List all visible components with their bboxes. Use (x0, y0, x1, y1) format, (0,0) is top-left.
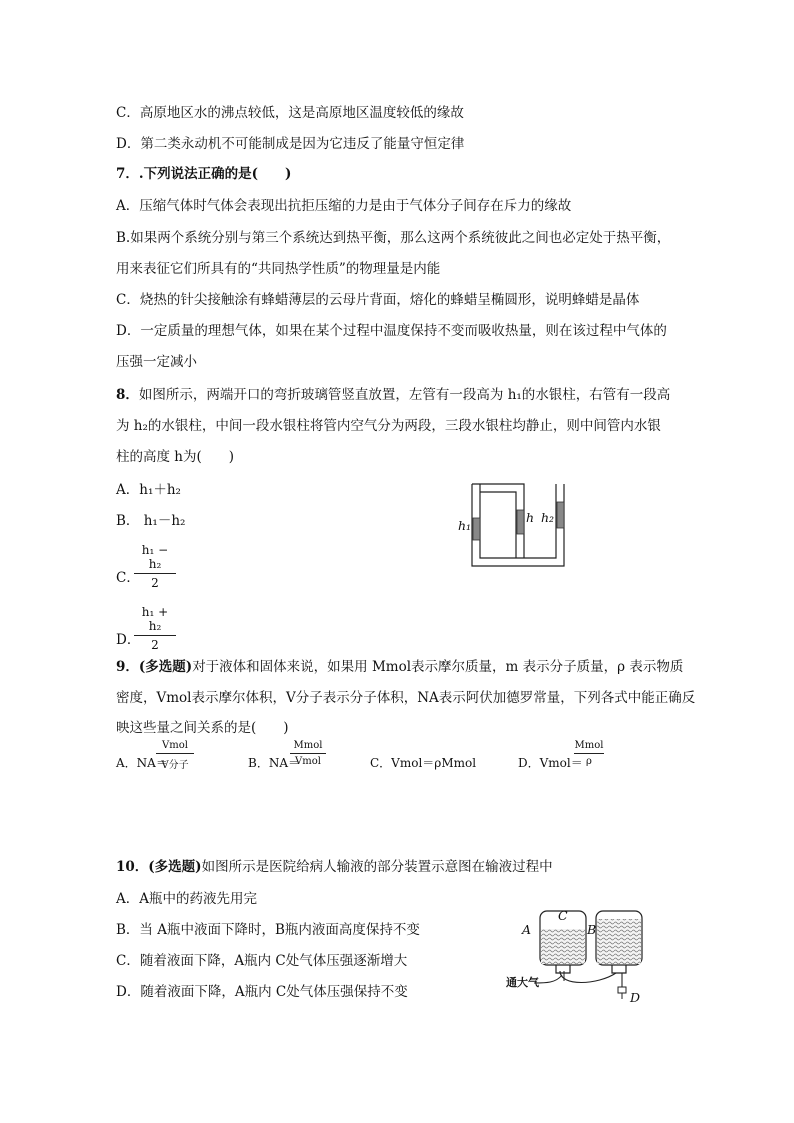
q7-option-d-line1: D．一定质量的理想气体，如果在某个过程中温度保持不变而吸收热量，则在该过程中气体的 (116, 323, 667, 339)
q8-label-h1: h₁ (458, 518, 472, 533)
q9-option-a-label: A．NA＝ (116, 756, 168, 770)
q8-stem-line3: 柱的高度 h为( ) (116, 449, 235, 465)
q7-stem: 7．.下列说法正确的是( ) (116, 166, 292, 182)
q10-label-c: C (558, 908, 568, 923)
fraction-numerator: h₁ − h₂ (141, 543, 169, 571)
q9-option-a-fraction (156, 740, 194, 771)
q8-option-d-label: D． (116, 632, 141, 648)
q10-option-b: B．当 A瓶中液面下降时，B瓶内液面高度保持不变 (116, 922, 420, 938)
fraction-numerator: Mmol (293, 740, 323, 751)
fraction-numerator: Mmol (574, 740, 604, 751)
q6-option-c: C．高原地区水的沸点较低，这是高原地区温度较低的缘故 (116, 105, 464, 121)
q9-option-b-label: B．NA＝ (248, 756, 300, 770)
q8-stem-line2: 为 h₂的水银柱，中间一段水银柱将管内空气分为两段，三段水银柱均静止，则中间管内水银 (116, 418, 661, 434)
q10-label-d: D (630, 990, 641, 1005)
q10-option-d: D．随着液面下降，A瓶内 C处气体压强保持不变 (116, 984, 408, 1000)
q9-option-d-label: D．Vmol＝ (518, 756, 583, 770)
q7-option-b-line2: 用来表征它们所具有的“共同热学性质”的物理量是内能 (116, 261, 441, 277)
q10-option-c: C．随着液面下降，A瓶内 C处气体压强逐渐增大 (116, 953, 408, 969)
fraction-numerator: Vmol (162, 740, 188, 751)
q10-label-air: 通大气 (506, 976, 539, 989)
q9-stem-line3: 映这些量之间关系的是( ) (116, 720, 289, 736)
q7-option-c: C．烧热的针尖接触涂有蜂蜡薄层的云母片背面，熔化的蜂蜡呈椭圆形，说明蜂蜡是晶体 (116, 292, 640, 308)
fraction-denominator: V分子 (161, 760, 189, 771)
q7-option-b-line1: B.如果两个系统分别与第三个系统达到热平衡，那么这两个系统彼此之间也必定处于热平衡， (116, 230, 671, 246)
fraction-denominator: ρ (586, 756, 592, 767)
fraction-numerator: h₁ + h₂ (141, 605, 169, 633)
q8-label-h2: h₂ (541, 510, 555, 525)
q9-option-d-fraction (574, 740, 604, 767)
q7-option-a: A．压缩气体时气体会表现出抗拒压缩的力是由于气体分子间存在斥力的缘故 (116, 198, 572, 214)
q9-stem-line2: 密度，Vmol表示摩尔体积，V分子表示分子体积，NA表示阿伏加德罗常量，下列各式中能正确反 (116, 690, 696, 706)
q9-stem-line1: 9．(多选题)对于液体和固体来说，如果用 Mmol表示摩尔质量，m 表示分子质量，ρ 表示物质 (116, 659, 684, 675)
q7-option-d-line2: 压强一定减小 (116, 354, 197, 370)
q8-stem-line1: 8．如图所示，两端开口的弯折玻璃管竖直放置，左管有一段高为 h₁的水银柱，右管有一段高 (116, 387, 671, 403)
q8-option-a: A．h₁＋h₂ (116, 482, 181, 498)
q8-option-b: B． h₁－h₂ (116, 513, 186, 529)
q9-option-c: C．Vmol＝ρMmol (370, 756, 477, 770)
q10-stem: 10．(多选题)如图所示是医院给病人输液的部分装置示意图在输液过程中 (116, 859, 553, 875)
q8-option-d-fraction (134, 605, 176, 652)
fraction-denominator: 2 (151, 638, 159, 652)
q10-label-a: A (522, 922, 532, 937)
q10-label-b: B (587, 922, 597, 937)
q8-label-h: h (526, 510, 535, 525)
q8-option-c-label: C． (116, 570, 140, 586)
q10-option-a: A．A瓶中的药液先用完 (116, 891, 257, 907)
q9-option-b-fraction (290, 740, 326, 767)
fraction-denominator: Vmol (295, 756, 321, 767)
q6-option-d: D．第二类永动机不可能制成是因为它违反了能量守恒定律 (116, 136, 465, 152)
q8-option-c-fraction (134, 543, 176, 590)
fraction-denominator: 2 (151, 576, 159, 590)
